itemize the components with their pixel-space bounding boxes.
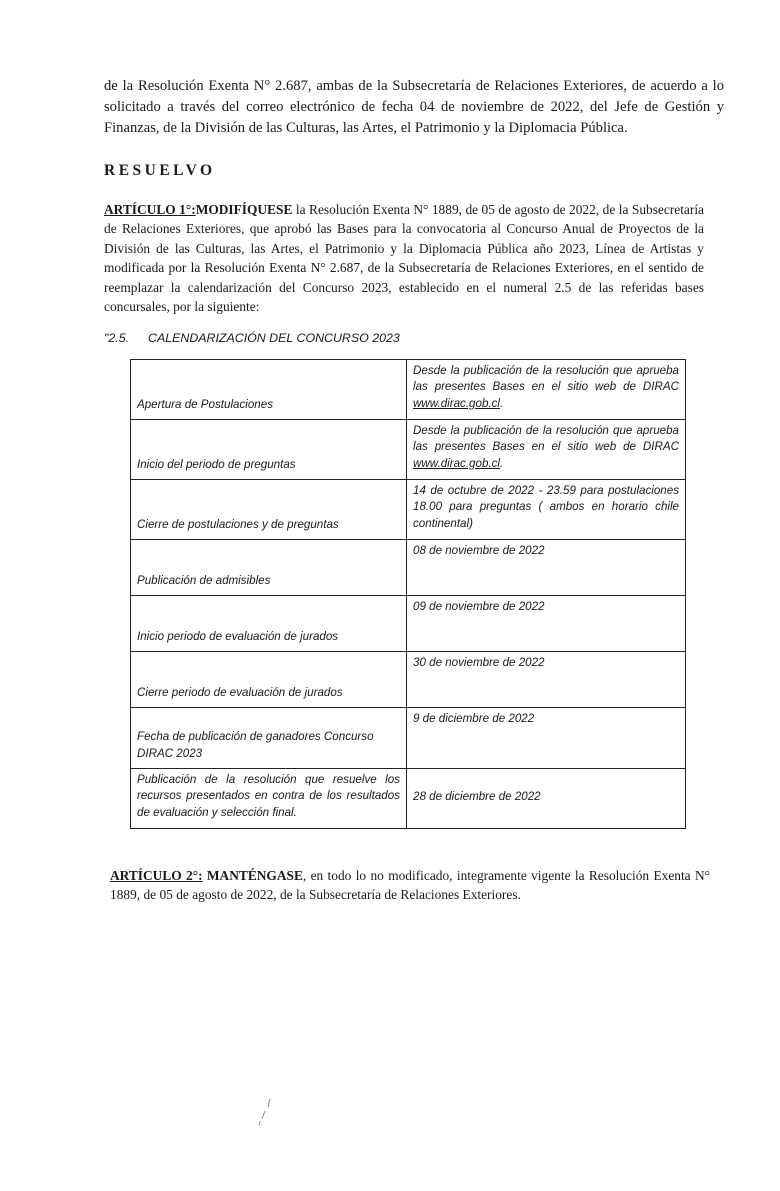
activity-cell: Publicación de admisibles [131, 540, 407, 596]
activity-cell: Cierre de postulaciones y de preguntas [131, 480, 407, 540]
table-row [131, 708, 686, 769]
table-row [131, 540, 686, 596]
date-cell: 09 de noviembre de 2022 [407, 596, 686, 652]
section-number: "2.5. [104, 331, 130, 345]
date-cell: 14 de octubre de 2022 - 23.59 para postulaciones 18.00 para preguntas ( ambos en horario chile continental) [407, 480, 686, 540]
dirac-link[interactable]: www.dirac.gob.cl [413, 456, 500, 470]
article-2-label: ARTÍCULO 2°: [110, 868, 203, 883]
article-1-text: la Resolución Exenta N° 1889, de 05 de agosto de 2022, de la Subsecretaría de Relaciones Exteriores, que aprobó las Bases para la convocatoria al Concurso Anual de Proyectos de la División de las Culturas, las Artes, el Patrimonio y la Diplomacia Pública año 2023, Línea de Artistas y modificada por la Resolución Exenta N° 2.687, de la Subsecretaría de Relaciones Exteriores, en el sentido de reemplazar la calendarización del Concurso 2023, establecido en el numeral 2.5 de las referidas bases concursales, por la siguiente: [104, 202, 704, 315]
table-row [131, 420, 686, 480]
activity-cell: Inicio periodo de evaluación de jurados [131, 596, 407, 652]
dirac-link[interactable]: www.dirac.gob.cl [413, 396, 500, 410]
table-row [131, 480, 686, 540]
date-cell: 30 de noviembre de 2022 [407, 652, 686, 708]
section-heading [104, 331, 400, 345]
table-row [131, 652, 686, 708]
intro-text: de la Resolución Exenta N° 2.687, ambas de la Subsecretaría de Relaciones Exteriores, de acuerdo a lo solicitado a través del correo electrónico de fecha 04 de noviembre de 2022, del Jefe de Gestión y Finanzas, de la División de las Culturas, las Artes, el Patrimonio y la Diplomacia Pública. [104, 78, 724, 136]
section-title: CALENDARIZACIÓN DEL CONCURSO 2023 [148, 331, 400, 345]
article-2 [110, 866, 710, 905]
article-1 [104, 200, 704, 316]
date-cell: 08 de noviembre de 2022 [407, 540, 686, 596]
activity-cell: Cierre periodo de evaluación de jurados [131, 652, 407, 708]
intro-paragraph [104, 76, 724, 139]
table-row [131, 769, 686, 829]
article-2-verb: MANTÉNGASE [206, 868, 303, 883]
article-2-text: , en todo lo no modificado, integramente vigente la Resolución Exenta N° 1889, de 05 de agosto de 2022, de la Subsecretaría de Relaciones Exteriores. [110, 868, 710, 903]
date-cell: Desde la publicación de la resolución que aprueba las presentes Bases en el sitio web de DIRAC www.dirac.gob.cl. [407, 360, 686, 420]
schedule-table [130, 359, 686, 829]
date-cell: Desde la publicación de la resolución que aprueba las presentes Bases en el sitio web de DIRAC www.dirac.gob.cl. [407, 420, 686, 480]
activity-cell: Apertura de Postulaciones [131, 360, 407, 420]
activity-cell: Publicación de la resolución que resuelve los recursos presentados en contra de los resultados de evaluación y selección final. [131, 769, 407, 829]
article-1-verb: MODIFÍQUESE [195, 202, 293, 217]
table-row [131, 360, 686, 420]
activity-cell: Inicio del periodo de preguntas [131, 420, 407, 480]
date-cell: 28 de diciembre de 2022 [407, 769, 686, 829]
date-cell: 9 de diciembre de 2022 [407, 708, 686, 769]
pen-mark-icon [256, 1097, 278, 1127]
table-row [131, 596, 686, 652]
resuelvo-heading: RESUELVO [104, 162, 216, 179]
article-1-label: ARTÍCULO 1°: [104, 202, 196, 217]
activity-cell: Fecha de publicación de ganadores Concurso DIRAC 2023 [131, 708, 407, 769]
